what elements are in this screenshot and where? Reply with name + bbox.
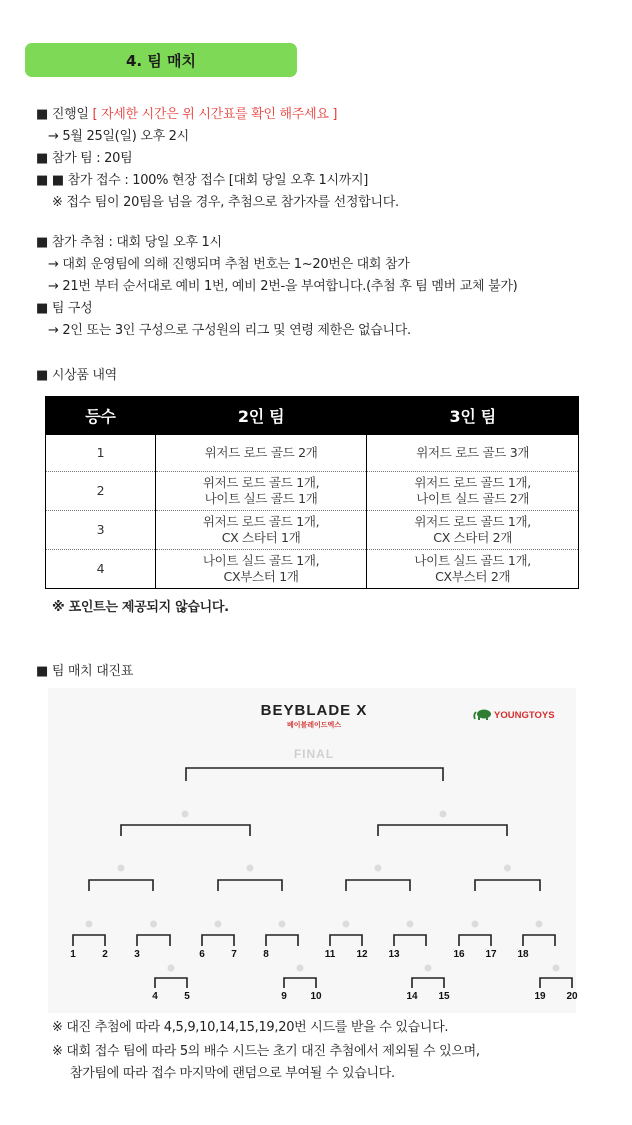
prize-line: CX 스타터 1개 bbox=[221, 530, 301, 545]
quarterfinal-bracket bbox=[218, 880, 282, 891]
teams-line: ■ 참가 팀 : 20팀 bbox=[36, 151, 133, 166]
rank-cell: 4 bbox=[46, 550, 156, 589]
prize-line: CX부스터 1개 bbox=[223, 569, 299, 584]
bracket-node bbox=[150, 921, 157, 928]
quarterfinal-bracket bbox=[475, 880, 540, 891]
seed-label: 3 bbox=[134, 949, 140, 960]
quarterfinal-bracket bbox=[346, 880, 410, 891]
rank-cell: 2 bbox=[46, 472, 156, 511]
prize-line: 위저드 로드 골드 1개, bbox=[414, 475, 531, 490]
header-three-team: 3인 팀 bbox=[367, 397, 579, 435]
final-bracket bbox=[186, 768, 443, 781]
first-round-bracket bbox=[523, 935, 555, 946]
footer-note-3: 참가팀에 따라 접수 마지막에 랜덤으로 부여될 수 있습니다. bbox=[70, 1066, 395, 1081]
seed-label: 15 bbox=[438, 991, 450, 1002]
bracket-node bbox=[472, 921, 479, 928]
seed-label: 19 bbox=[534, 991, 546, 1002]
seed-label: 6 bbox=[199, 949, 205, 960]
section-title: 4. 팀 매치 bbox=[25, 43, 297, 77]
bracket-node bbox=[86, 921, 93, 928]
bracket-node bbox=[504, 865, 511, 872]
bracket-node bbox=[536, 921, 543, 928]
semifinal-bracket bbox=[121, 825, 250, 836]
bracket-heading: ■ 팀 매치 대진표 bbox=[36, 664, 134, 679]
draw-note-1: → 대회 운영팀에 의해 진행되며 추첨 번호는 1~20번은 대회 참가 bbox=[48, 257, 410, 272]
schedule-date: → 5월 25일(일) 오후 2시 bbox=[48, 129, 189, 144]
bracket-node bbox=[168, 965, 175, 972]
prize-line: 위저드 로드 골드 1개, bbox=[202, 475, 320, 490]
bracket-node bbox=[215, 921, 222, 928]
prize-line: 위저드 로드 골드 3개 bbox=[416, 445, 530, 460]
semifinal-bracket bbox=[378, 825, 507, 836]
prize-line: 위저드 로드 골드 2개 bbox=[204, 445, 318, 460]
rank-cell: 3 bbox=[46, 511, 156, 550]
seed-label: 14 bbox=[406, 991, 418, 1002]
bracket-node bbox=[182, 811, 189, 818]
seed-label: 17 bbox=[485, 949, 497, 960]
prize-line: 나이트 실드 골드 2개 bbox=[416, 491, 530, 506]
seed-label: 13 bbox=[388, 949, 400, 960]
first-round-bracket bbox=[137, 935, 170, 946]
draw-note-2: → 21번 부터 순서대로 예비 1번, 예비 2번-을 부여합니다.(추첨 후 팀 멤버 교체 불가) bbox=[48, 279, 518, 294]
play-in-bracket bbox=[540, 978, 572, 988]
bracket-lines bbox=[73, 768, 572, 988]
bracket-nodes bbox=[86, 811, 560, 972]
prize-line: 나이트 실드 골드 1개, bbox=[414, 553, 531, 568]
prize-note: ※ 포인트는 제공되지 않습니다. bbox=[52, 600, 229, 615]
composition-note: → 2인 또는 3인 구성으로 구성원의 리그 및 연령 제한은 없습니다. bbox=[48, 323, 411, 338]
prize-line: 나이트 실드 골드 1개 bbox=[204, 491, 318, 506]
header-two-team: 2인 팀 bbox=[155, 397, 367, 435]
registration-line: ■ ■ 참가 접수 : 100% 현장 접수 [대회 당일 오후 1시까지] bbox=[36, 173, 369, 188]
prize-line: CX 스타터 2개 bbox=[433, 530, 513, 545]
seed-label: 5 bbox=[184, 991, 190, 1002]
play-in-bracket bbox=[412, 978, 444, 988]
first-round-bracket bbox=[73, 935, 105, 946]
first-round-bracket bbox=[266, 935, 298, 946]
seed-labels bbox=[70, 949, 578, 1002]
seed-label: 11 bbox=[324, 949, 336, 960]
first-round-bracket bbox=[330, 935, 362, 946]
final-label: FINAL bbox=[293, 747, 335, 761]
prize-line: 나이트 실드 골드 1개, bbox=[202, 553, 320, 568]
bracket-node bbox=[553, 965, 560, 972]
seed-label: 1 bbox=[70, 949, 76, 960]
seed-label: 18 bbox=[517, 949, 529, 960]
quarterfinal-bracket bbox=[89, 880, 153, 891]
prize-line: 위저드 로드 골드 1개, bbox=[202, 514, 320, 529]
bracket-node bbox=[440, 811, 447, 818]
seed-label: 4 bbox=[152, 991, 158, 1002]
elephant-icon bbox=[474, 710, 491, 721]
first-round-bracket bbox=[459, 935, 491, 946]
seed-label: 8 bbox=[263, 949, 269, 960]
bracket-node bbox=[118, 865, 125, 872]
header-rank: 등수 bbox=[46, 397, 156, 435]
schedule-note: [ 자세한 시간은 위 시간표를 확인 해주세요 ] bbox=[92, 107, 338, 122]
logo-title: BEYBLADE X bbox=[260, 702, 368, 719]
prize-line: 위저드 로드 골드 1개, bbox=[414, 514, 531, 529]
seed-label: 2 bbox=[102, 949, 108, 960]
registration-note: ※ 접수 팀이 20팀을 넘을 경우, 추첨으로 참가자를 선정합니다. bbox=[52, 195, 399, 210]
sponsor-logo: YOUNGTOYS bbox=[494, 710, 555, 721]
play-in-bracket bbox=[284, 978, 316, 988]
bracket-node bbox=[343, 921, 350, 928]
seed-label: 16 bbox=[453, 949, 465, 960]
footer-note-1: ※ 대진 추첨에 따라 4,5,9,10,14,15,19,20번 시드를 받을 수 있습니다. bbox=[52, 1020, 449, 1035]
seed-label: 7 bbox=[231, 949, 237, 960]
prize-heading: ■ 시상품 내역 bbox=[36, 368, 117, 383]
play-in-bracket bbox=[155, 978, 187, 988]
draw-line: ■ 참가 추첨 : 대회 당일 오후 1시 bbox=[36, 235, 222, 250]
seed-label: 10 bbox=[310, 991, 322, 1002]
bracket-node bbox=[247, 865, 254, 872]
seed-label: 20 bbox=[566, 991, 578, 1002]
bracket-node bbox=[279, 921, 286, 928]
composition-line: ■ 팀 구성 bbox=[36, 301, 93, 316]
bracket-node bbox=[375, 865, 382, 872]
seed-label: 12 bbox=[356, 949, 368, 960]
footer-note-2: ※ 대회 접수 팀에 따라 5의 배수 시드는 초기 대진 추첨에서 제외될 수 있으며, bbox=[52, 1044, 480, 1059]
first-round-bracket bbox=[394, 935, 426, 946]
rank-cell: 1 bbox=[46, 435, 156, 472]
bracket-node bbox=[297, 965, 304, 972]
bracket-node bbox=[407, 921, 414, 928]
bracket-node bbox=[425, 965, 432, 972]
prize-line: CX부스터 2개 bbox=[435, 569, 511, 584]
first-round-bracket bbox=[202, 935, 234, 946]
seed-label: 9 bbox=[281, 991, 287, 1002]
schedule-label: ■ 진행일 bbox=[36, 107, 89, 122]
logo-subtitle: 베이블레이드엑스 bbox=[286, 721, 342, 729]
